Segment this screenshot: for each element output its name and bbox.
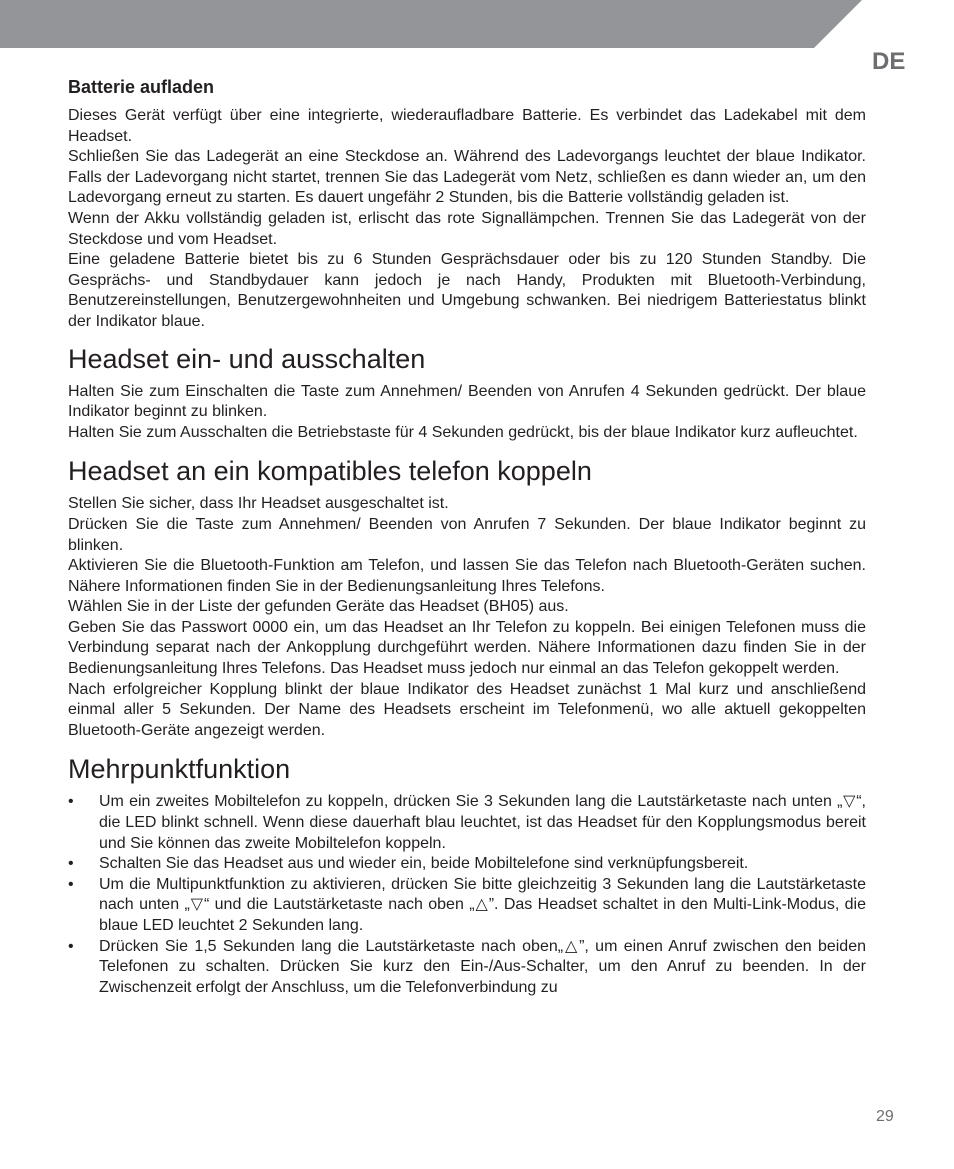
list-item-text: Um die Multipunktfunktion zu aktivieren, drücken Sie bitte gleichzeitig 3 Sekunden lang die Lautstärketaste nach unten „▽“ und die Lautstärketaste nach oben „△”. Das Headset schaltet in den Multi-Link-Modus, die blaue LED leuchtet 2 Sekunden lang. xyxy=(99,875,866,934)
pairing-title: Headset an ein kompatibles telefon koppeln xyxy=(68,456,592,487)
bullet-icon: • xyxy=(68,875,74,893)
section-power xyxy=(68,343,866,444)
list-item xyxy=(68,937,866,999)
bullet-icon: • xyxy=(68,793,74,811)
section-multipoint xyxy=(68,753,866,998)
header-band xyxy=(0,0,862,48)
multipoint-title: Mehrpunktfunktion xyxy=(68,754,291,785)
section-battery xyxy=(68,76,866,333)
list-item-text: Drücken Sie 1,5 Sekunden lang die Lautstärketaste nach oben„△”, um einen Anruf zwischen den beiden Telefonen zu schalten. Drücken Sie kurz den Ein-/Aus-Schalter, um den Anruf zu beenden. In der Zwischenzeit erfolgt der Anschluss, um die Telefonverbindung zu xyxy=(99,937,866,996)
list-item xyxy=(68,792,866,854)
language-tag: DE xyxy=(872,48,906,75)
list-item xyxy=(68,875,866,937)
list-item xyxy=(68,854,866,875)
section-pairing xyxy=(68,455,866,741)
pairing-paragraph: Nach erfolgreicher Kopplung blinkt der blaue Indikator des Headset zunächst 1 Mal kurz und anschließend einmal aller 5 Sekunden. Der Name des Headsets erscheint im Telefonmenü, wo alle aktuell gekoppelten Bluetooth-Geräte angezeigt werden. xyxy=(68,680,866,739)
power-title: Headset ein- und ausschalten xyxy=(68,343,426,374)
battery-heading: Batterie aufladen xyxy=(68,77,215,97)
battery-paragraph: Wenn der Akku vollständig geladen ist, erlischt das rote Signallämpchen. Trennen Sie das Ladegerät von der Steckdose und vom Headset. xyxy=(68,209,866,248)
multipoint-list xyxy=(68,792,866,998)
power-paragraph: Halten Sie zum Ausschalten die Betriebstaste für 4 Sekunden gedrückt, bis der blaue Indikator kurz aufleuchtet. xyxy=(68,423,858,441)
battery-paragraph: Schließen Sie das Ladegerät an eine Steckdose an. Während des Ladevorgangs leuchtet der blaue Indikator. Falls der Ladevorgang nicht startet, trennen Sie das Ladegerät vom Netz, schließen es dann wieder an, um den Ladevorgang erneut zu starten. Es dauert ungefähr 2 Stunden, bis die Batterie vollständig geladen ist. xyxy=(68,148,866,207)
pairing-paragraph: Drücken Sie die Taste zum Annehmen/ Beenden von Anrufen 7 Sekunden. Der blaue Indikator beginnt zu blinken. xyxy=(68,515,866,554)
pairing-paragraph: Wählen Sie in der Liste der gefunden Geräte das Headset (BH05) aus. xyxy=(68,598,569,616)
bullet-icon: • xyxy=(68,855,74,873)
power-paragraph: Halten Sie zum Einschalten die Taste zum Annehmen/ Beenden von Anrufen 4 Sekunden gedrückt. Der blaue Indikator beginnt zu blinken. xyxy=(68,382,866,421)
pairing-paragraph: Geben Sie das Passwort 0000 ein, um das Headset an Ihr Telefon zu koppeln. Bei einigen Telefonen muss die Verbindung separat nach der Ankopplung durchgeführt werden. Nähere Informationen dazu finden Sie in der Bedienungsanleitung Ihres Telefons. Das Headset muss jedoch nur einmal an das Telefon gekoppelt werden. xyxy=(68,618,866,678)
list-item-text: Um ein zweites Mobiltelefon zu koppeln, drücken Sie 3 Sekunden lang die Lautstärketaste nach unten „▽“, die LED blinkt schnell. Wenn diese dauerhaft blau leuchtet, ist das Headset für den Kopplungsmodus bereit und Sie können das zweite Mobiltelefon koppeln. xyxy=(99,793,866,852)
battery-paragraph: Dieses Gerät verfügt über eine integrierte, wiederaufladbare Batterie. Es verbindet das Ladekabel mit dem Headset. xyxy=(68,107,866,145)
pairing-paragraph: Stellen Sie sicher, dass Ihr Headset ausgeschaltet ist. xyxy=(68,495,449,513)
pairing-paragraph: Aktivieren Sie die Bluetooth-Funktion am Telefon, und lassen Sie das Telefon nach Bluetooth-Geräten suchen. Nähere Informationen finden Sie in der Bedienungsanleitung Ihres Telefons. xyxy=(68,557,866,595)
page-content xyxy=(68,76,866,998)
battery-paragraph: Eine geladene Batterie bietet bis zu 6 Stunden Gesprächsdauer oder bis zu 120 Stunden Standby. Die Gesprächs- und Standbydauer kann jedoch je nach Handy, Produkten mit Bluetooth-Verbindung, Benutzereinstellungen, Benutzergewohnheiten und Umgebung schwanken. Bei niedrigem Batteriestatus blinkt der Indikator blaue. xyxy=(68,251,866,330)
list-item-text: Schalten Sie das Headset aus und wieder ein, beide Mobiltelefone sind verknüpfungsbereit. xyxy=(99,855,749,873)
bullet-icon: • xyxy=(68,937,74,955)
page-number: 29 xyxy=(876,1108,894,1125)
